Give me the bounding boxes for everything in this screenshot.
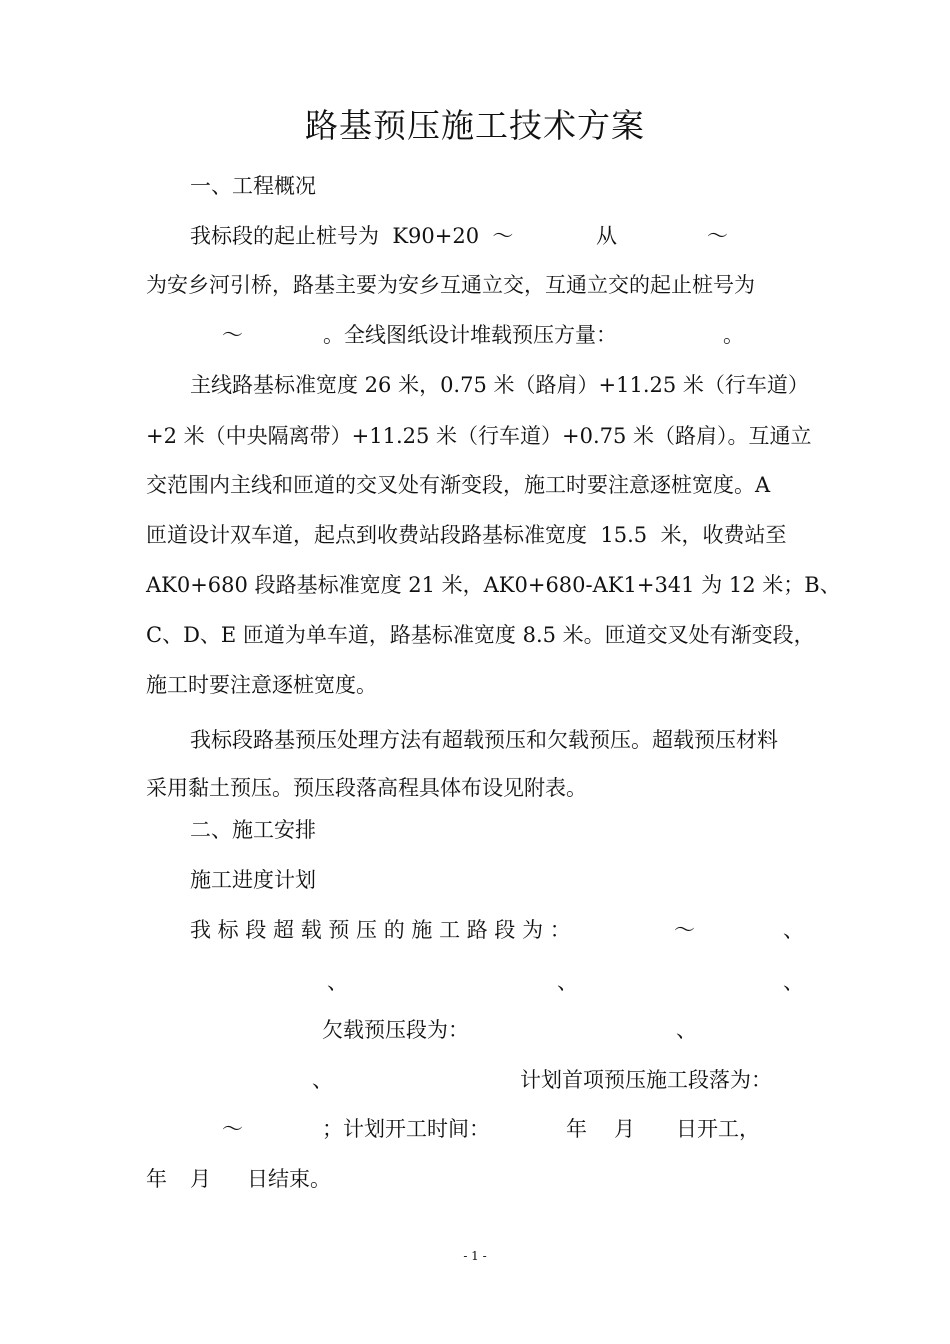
paragraph-text: 月	[614, 1117, 635, 1141]
paragraph-text: 从	[596, 224, 617, 248]
paragraph-text: 。	[723, 323, 744, 347]
paragraph-text: 交范围内主线和匝道的交叉处有渐变段，施工时要注意逐桩宽度。A	[146, 473, 771, 497]
page-title: 路基预压施工技术方案	[305, 106, 645, 145]
paragraph-text: 我标段的起止桩号为 K90+20 ～	[190, 224, 514, 248]
paragraph-text: ～	[707, 224, 728, 248]
paragraph-text: ～	[674, 918, 695, 942]
paragraph-text: ～	[222, 1117, 243, 1141]
paragraph-text: ～	[222, 323, 243, 347]
paragraph-text: 采用黏土预压。预压段落高程具体布设见附表。	[146, 776, 587, 800]
page-number: - 1 -	[463, 1249, 487, 1263]
paragraph-text: C、D、E 匝道为单车道，路基标准宽度 8.5 米。匝道交叉处有渐变段，	[146, 623, 815, 647]
paragraph-text: +2 米（中央隔离带）+11.25 米（行车道）+0.75 米（路肩）。互通立	[146, 424, 812, 448]
paragraph-text: 我标段路基预压处理方法有超载预压和欠载预压。超载预压材料	[190, 728, 778, 752]
paragraph-text: 、	[783, 970, 804, 994]
paragraph-text: 、	[783, 918, 804, 942]
paragraph-text: 主线路基标准宽度 26 米，0.75 米（路肩）+11.25 米（行车道）	[190, 373, 809, 397]
paragraph-text: 年	[146, 1167, 167, 1191]
subheading-schedule: 施工进度计划	[190, 868, 316, 892]
paragraph-text: 日开工，	[676, 1117, 760, 1141]
paragraph-text: ；计划开工时间：	[322, 1117, 490, 1141]
paragraph-text: 施工时要注意逐桩宽度。	[146, 673, 377, 697]
paragraph-text: 、	[557, 970, 578, 994]
paragraph-text: 、	[676, 1018, 697, 1042]
paragraph-text: 。全线图纸设计堆载预压方量：	[323, 323, 617, 347]
paragraph-text: 欠载预压段为：	[322, 1018, 469, 1042]
paragraph-text: 、	[312, 1068, 333, 1092]
paragraph-text: 、	[327, 970, 348, 994]
paragraph-text: 日结束。	[247, 1167, 331, 1191]
paragraph-text: 月	[190, 1167, 211, 1191]
paragraph-text: 我 标 段 超 载 预 压 的 施 工 路 段 为 ：	[190, 918, 571, 942]
paragraph-text: 年	[566, 1117, 587, 1141]
section-heading-overview: 一、工程概况	[190, 174, 316, 198]
section-heading-arrangement: 二、施工安排	[190, 818, 316, 842]
paragraph-text: 计划首项预压施工段落为：	[520, 1068, 772, 1092]
paragraph-text: 为安乡河引桥，路基主要为安乡互通立交，互通立交的起止桩号为	[146, 273, 755, 297]
paragraph-text: AK0+680 段路基标准宽度 21 米，AK0+680-AK1+341 为 12 米；B、	[146, 573, 841, 597]
paragraph-text: 匝道设计双车道，起点到收费站段路基标准宽度 15.5 米，收费站至	[146, 523, 787, 547]
